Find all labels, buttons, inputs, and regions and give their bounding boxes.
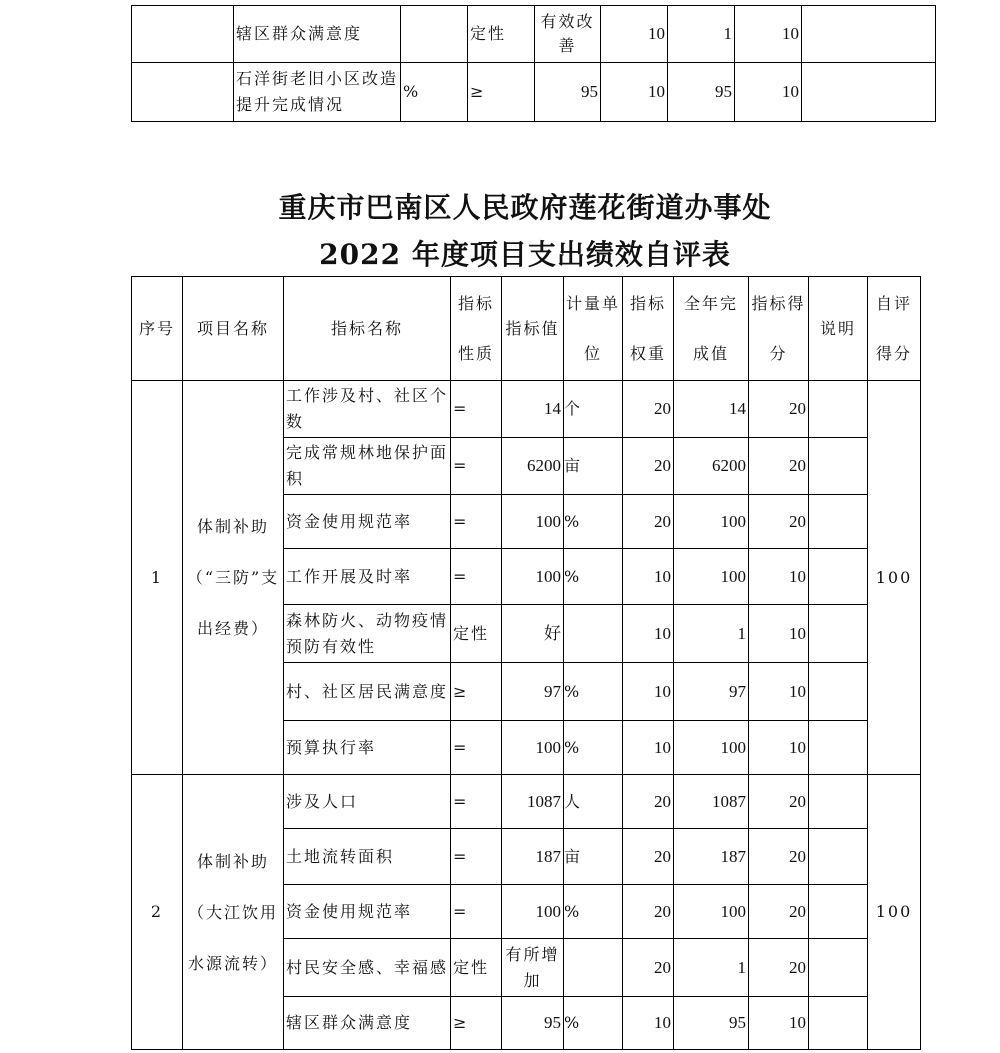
- note-cell: [809, 829, 868, 885]
- weight-value: 20: [623, 829, 674, 885]
- table-row: [132, 775, 921, 829]
- note-cell: [809, 605, 868, 663]
- actual-value: 100: [674, 721, 749, 775]
- weight-value: 20: [623, 381, 674, 438]
- blank-cell: [132, 63, 234, 122]
- header-weight: 指标权重: [623, 277, 674, 381]
- actual-value: 6200: [674, 438, 749, 495]
- project-seq: 1: [132, 381, 183, 775]
- self-score: 100: [868, 381, 921, 775]
- actual-value: 1: [674, 939, 749, 997]
- indicator-nature: =: [451, 549, 502, 605]
- weight-value: 20: [623, 939, 674, 997]
- note-cell: [809, 381, 868, 438]
- project-seq: 2: [132, 775, 183, 1050]
- score-value: 20: [749, 829, 809, 885]
- table-row: [132, 6, 936, 63]
- indicator-name: 村、社区居民满意度: [284, 663, 451, 721]
- actual-value: 100: [674, 549, 749, 605]
- note-cell: [809, 775, 868, 829]
- score-value: 10: [749, 721, 809, 775]
- weight-value: 10: [623, 605, 674, 663]
- table-header-row: [132, 277, 921, 381]
- indicator-nature: =: [451, 885, 502, 939]
- unit-cell: %: [401, 63, 468, 122]
- weight-value: 20: [623, 775, 674, 829]
- unit-cell: 人: [564, 775, 623, 829]
- score-value: 20: [749, 495, 809, 549]
- header-note: 说明: [809, 277, 868, 381]
- indicator-name: 森林防火、动物疫情预防有效性: [284, 605, 451, 663]
- header-unit: 计量单位: [564, 277, 623, 381]
- header-score: 指标得分: [749, 277, 809, 381]
- score-value: 10: [749, 997, 809, 1050]
- target-value: 95: [535, 63, 601, 122]
- indicator-nature: ≥: [451, 997, 502, 1050]
- score-value: 10: [749, 663, 809, 721]
- table-row: [132, 381, 921, 438]
- indicator-name: 资金使用规范率: [284, 495, 451, 549]
- indicator-name: 石洋街老旧小区改造提升完成情况: [234, 63, 401, 122]
- indicator-nature: =: [451, 829, 502, 885]
- indicator-nature: =: [451, 495, 502, 549]
- indicator-nature: 定性: [451, 605, 502, 663]
- unit-cell: [401, 6, 468, 63]
- target-value: 100: [502, 721, 564, 775]
- header-indicator: 指标名称: [284, 277, 451, 381]
- note-cell: [809, 885, 868, 939]
- weight-value: 10: [623, 997, 674, 1050]
- actual-value: 100: [674, 495, 749, 549]
- header-target: 指标值: [502, 277, 564, 381]
- target-value: 14: [502, 381, 564, 438]
- indicator-name: 辖区群众满意度: [234, 6, 401, 63]
- note-cell: [809, 721, 868, 775]
- indicator-name: 涉及人口: [284, 775, 451, 829]
- indicator-nature: =: [451, 438, 502, 495]
- target-value: 6200: [502, 438, 564, 495]
- unit-cell: 亩: [564, 438, 623, 495]
- indicator-name: 辖区群众满意度: [284, 997, 451, 1050]
- indicator-name: 资金使用规范率: [284, 885, 451, 939]
- weight-value: 10: [601, 6, 668, 63]
- unit-cell: %: [564, 549, 623, 605]
- indicator-nature: =: [451, 721, 502, 775]
- note-cell: [809, 549, 868, 605]
- header-self-score: 自评得分: [868, 277, 921, 381]
- document-subtitle: 2022 年度项目支出绩效自评表: [319, 238, 731, 271]
- project-name: 体制补助（大江饮用水源流转）: [183, 775, 284, 1050]
- indicator-nature: =: [451, 381, 502, 438]
- score-value: 20: [749, 381, 809, 438]
- target-value: 97: [502, 663, 564, 721]
- unit-cell: [564, 939, 623, 997]
- header-project: 项目名称: [183, 277, 284, 381]
- score-value: 10: [749, 549, 809, 605]
- indicator-name: 村民安全感、幸福感: [284, 939, 451, 997]
- target-value: 有效改善: [535, 6, 601, 63]
- indicator-name: 工作开展及时率: [284, 549, 451, 605]
- target-value: 95: [502, 997, 564, 1050]
- note-cell: [809, 438, 868, 495]
- previous-table-continuation: [131, 5, 936, 122]
- unit-cell: 亩: [564, 829, 623, 885]
- unit-cell: %: [564, 885, 623, 939]
- note-cell: [809, 663, 868, 721]
- self-score: 100: [868, 775, 921, 1050]
- actual-value: 1: [674, 605, 749, 663]
- header-actual: 全年完成值: [674, 277, 749, 381]
- note-cell: [809, 495, 868, 549]
- unit-cell: 个: [564, 381, 623, 438]
- indicator-nature: ≥: [451, 663, 502, 721]
- indicator-nature: ≥: [468, 63, 535, 122]
- indicator-nature: 定性: [468, 6, 535, 63]
- indicator-nature: 定性: [451, 939, 502, 997]
- indicator-name: 土地流转面积: [284, 829, 451, 885]
- project-name: 体制补助（“三防”支出经费）: [183, 381, 284, 775]
- weight-value: 20: [623, 885, 674, 939]
- target-value: 有所增加: [502, 939, 564, 997]
- target-value: 100: [502, 549, 564, 605]
- indicator-name: 工作涉及村、社区个数: [284, 381, 451, 438]
- score-value: 20: [749, 939, 809, 997]
- target-value: 好: [502, 605, 564, 663]
- weight-value: 10: [623, 721, 674, 775]
- header-seq: 序号: [132, 277, 183, 381]
- blank-cell: [132, 6, 234, 63]
- target-value: 100: [502, 495, 564, 549]
- blank-cell: [802, 63, 936, 122]
- blank-cell: [802, 6, 936, 63]
- actual-value: 1: [668, 6, 735, 63]
- weight-value: 10: [623, 663, 674, 721]
- target-value: 100: [502, 885, 564, 939]
- unit-cell: %: [564, 997, 623, 1050]
- indicator-nature: =: [451, 775, 502, 829]
- indicator-name: 完成常规林地保护面积: [284, 438, 451, 495]
- unit-cell: %: [564, 721, 623, 775]
- target-value: 1087: [502, 775, 564, 829]
- score-value: 20: [749, 885, 809, 939]
- header-nature: 指标性质: [451, 277, 502, 381]
- score-value: 10: [749, 605, 809, 663]
- evaluation-table: [131, 276, 921, 1050]
- target-value: 187: [502, 829, 564, 885]
- weight-value: 20: [623, 438, 674, 495]
- actual-value: 95: [668, 63, 735, 122]
- actual-value: 97: [674, 663, 749, 721]
- weight-value: 20: [623, 495, 674, 549]
- actual-value: 100: [674, 885, 749, 939]
- actual-value: 1087: [674, 775, 749, 829]
- actual-value: 187: [674, 829, 749, 885]
- indicator-name: 预算执行率: [284, 721, 451, 775]
- note-cell: [809, 997, 868, 1050]
- weight-value: 10: [601, 63, 668, 122]
- unit-cell: %: [564, 495, 623, 549]
- score-value: 20: [749, 775, 809, 829]
- score-value: 10: [735, 6, 802, 63]
- table-row: [132, 63, 936, 122]
- unit-cell: %: [564, 663, 623, 721]
- unit-cell: [564, 605, 623, 663]
- note-cell: [809, 939, 868, 997]
- actual-value: 95: [674, 997, 749, 1050]
- document-title: 重庆市巴南区人民政府莲花街道办事处: [278, 191, 772, 224]
- score-value: 20: [749, 438, 809, 495]
- actual-value: 14: [674, 381, 749, 438]
- score-value: 10: [735, 63, 802, 122]
- weight-value: 10: [623, 549, 674, 605]
